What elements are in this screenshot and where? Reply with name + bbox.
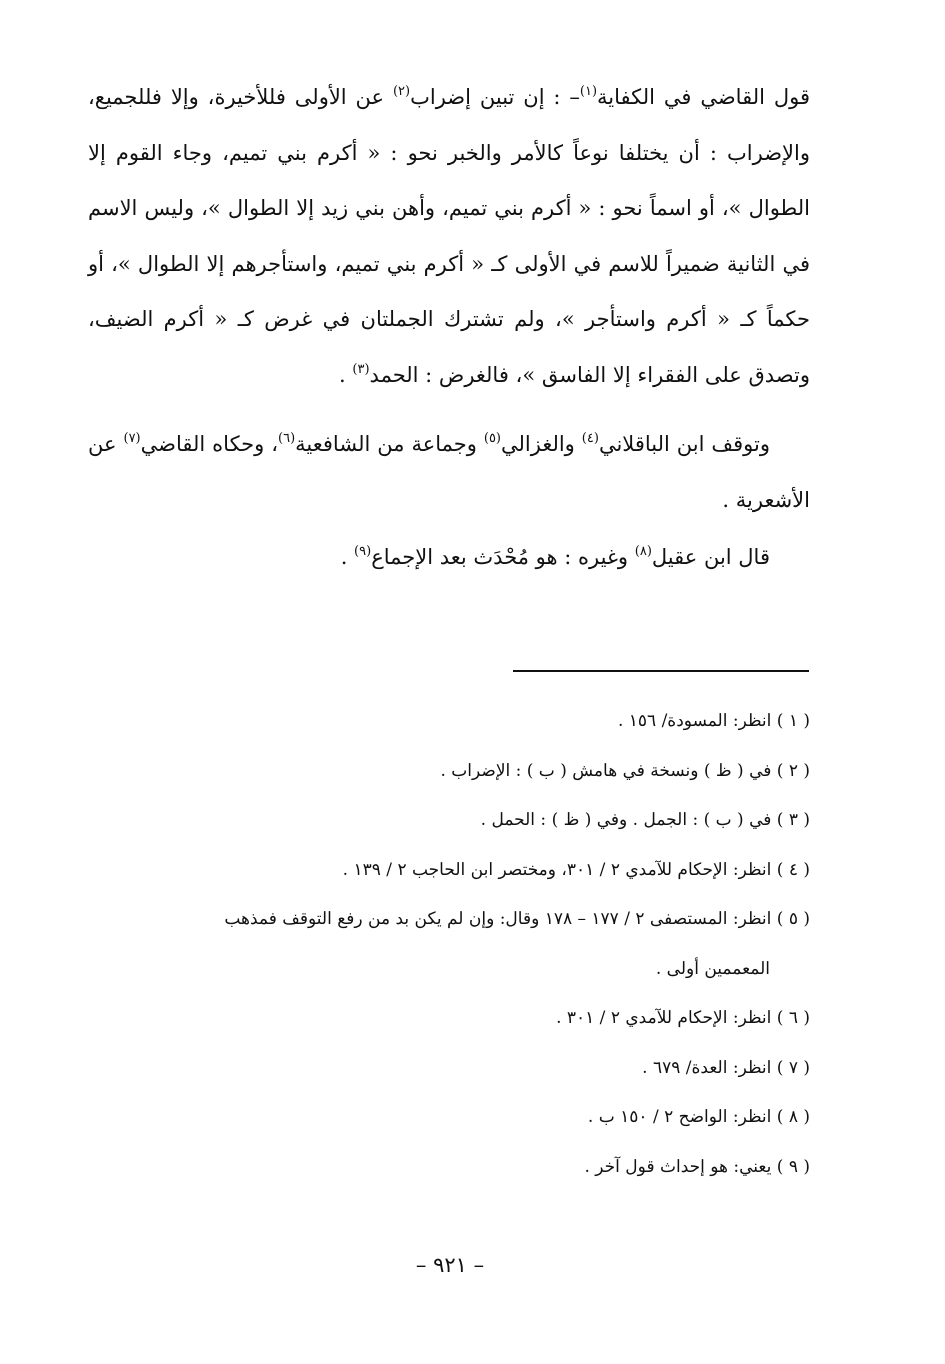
main-text [88,70,810,586]
footnote-6: ( ٦ ) انظر: الإحكام للآمدي ٢ / ٣٠١ . [556,1008,810,1028]
text-span: عن الأولى فللأخيرة، وإلا فللجميع، والإضراب : أن يختلفا نوعاً كالأمر والخبر نحو : « أكرم بني تميم، وجاء القوم إلا الطوال »، أو اسماً نحو : « أكرم بني تميم، وأهن بني زيد إلا الطوال »، وليس الاسم في الثانية ضميراً للاسم في الأولى كـ « أكرم بني تميم، واستأجرهم إلا الطوال »، أو حكماً كـ « أكرم واستأجر »، ولم تشترك الجملتان في غرض كـ « أكرم الضيف، وتصدق على الفقراء إلا الفاسق »، فالغرض : الحمد [88,85,810,387]
footnote-marker-3[interactable]: (٣) [352,361,370,377]
footnote-9: ( ٩ ) يعني: هو إحداث قول آخر . [584,1156,810,1177]
text-span: ، وحكاه القاضي [140,432,279,456]
text-span: – : إن تبين إضراب [410,85,580,109]
text-span: عن الأشعرية . [88,432,810,512]
footnote-3: ( ٣ ) في ( ب ) : الجمل . وفي ( ظ ) : الحمل . [480,810,810,830]
paragraph-2 [88,417,810,528]
footnote-marker-5[interactable]: (٥) [483,431,501,446]
footnote-2: ( ٢ ) في ( ظ ) ونسخة في هامش ( ب ) : الإضراب . [440,760,810,781]
footnote-marker-1[interactable]: (١) [579,84,598,99]
text-span: . [339,362,353,387]
footnote-8: ( ٨ ) انظر: الواضح ٢ / ١٥٠ ب . [587,1107,810,1127]
footnote-marker-7[interactable]: (٧) [123,431,141,446]
footnote-5: ( ٥ ) انظر: المستصفى ٢ / ١٧٧ – ١٧٨ وقال: وإن لم يكن بد من رفع التوقف فمذهب [224,909,810,929]
footnote-7: ( ٧ ) انظر: العدة/ ٦٧٩ . [642,1057,810,1078]
text-span: قال ابن عقيل [651,545,770,569]
footnotes [88,697,810,1192]
footnote-separator [513,670,809,672]
footnote-4: ( ٤ ) انظر: الإحكام للآمدي ٢ / ٣٠١، ومختصر ابن الحاجب ٢ / ١٣٩ . [342,859,810,880]
footnote-marker-9[interactable]: (٩) [354,544,372,559]
footnote-5-continuation: المعممين أولى . [655,958,770,979]
footnote-marker-4[interactable]: (٤) [581,431,599,446]
footnote-marker-8[interactable]: (٨) [634,544,652,559]
text-span: وجماعة من الشافعية [295,432,484,456]
text-span: وتوقف ابن الباقلاني [598,432,771,456]
footnote-1: ( ١ ) انظر: المسودة/ ١٥٦ . [617,711,810,731]
text-span: . [340,545,355,569]
text-span: قول القاضي في الكفاية [597,85,810,109]
page-number: – ٩٢١ – [415,1253,485,1277]
paragraph-3 [88,530,810,586]
text-span: والغزالي [501,432,582,456]
footnote-marker-2[interactable]: (٢) [392,84,411,99]
footnote-marker-6[interactable]: (٦) [278,431,296,446]
text-span: وغيره : هو مُحْدَث بعد الإجماع [371,545,635,569]
paragraph-1 [88,70,810,403]
